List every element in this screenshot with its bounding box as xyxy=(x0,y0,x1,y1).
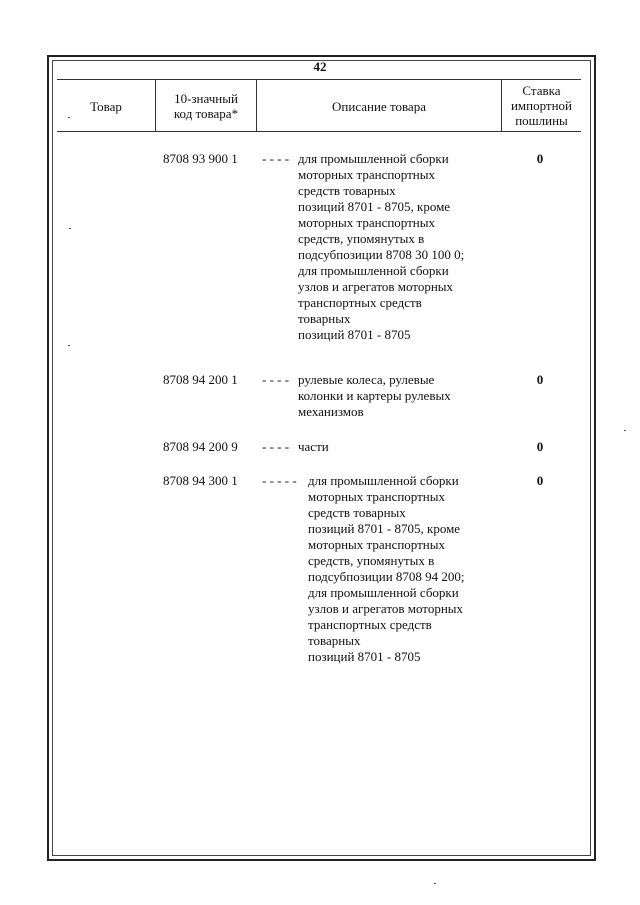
header-top-rule xyxy=(57,79,581,80)
description-line: моторных транспортных xyxy=(308,537,446,552)
level-dashes: - - - - xyxy=(262,372,290,387)
product-code: 8708 94 200 1 xyxy=(163,372,238,387)
product-description xyxy=(308,473,523,665)
description-line: средств, упомянутых в xyxy=(308,553,435,568)
column-header-rate-line: пошлины xyxy=(515,113,568,128)
description-line: транспортных средств xyxy=(308,617,432,632)
description-line: товарных xyxy=(298,311,351,326)
description-line: позиций 8701 - 8705, кроме xyxy=(308,521,461,536)
description-line: средств товарных xyxy=(308,505,406,520)
product-code: 8708 94 200 9 xyxy=(163,439,238,454)
description-line: моторных транспортных xyxy=(298,167,436,182)
import-duty-rate: 0 xyxy=(536,439,544,454)
level-dashes: - - - - xyxy=(262,439,290,454)
column-header-code xyxy=(156,91,256,121)
column-header-code-line: 10-значный xyxy=(174,91,238,106)
description-line: транспортных средств xyxy=(298,295,422,310)
column-header-rate-line: Ставка xyxy=(522,83,561,98)
description-line: позиций 8701 - 8705 xyxy=(308,649,421,664)
column-header-rate xyxy=(502,83,581,128)
description-line: для промышленной сборки xyxy=(298,263,449,278)
product-description xyxy=(298,439,513,455)
description-line: узлов и агрегатов моторных xyxy=(308,601,464,616)
description-line: подсубпозиции 8708 94 200; xyxy=(308,569,465,584)
description-line: для промышленной сборки xyxy=(308,473,459,488)
description-line: позиций 8701 - 8705, кроме xyxy=(298,199,451,214)
description-line: узлов и агрегатов моторных xyxy=(298,279,454,294)
product-description xyxy=(298,372,513,420)
description-line: моторных транспортных xyxy=(298,215,436,230)
scan-speck xyxy=(68,345,70,346)
product-code: 8708 94 300 1 xyxy=(163,473,238,488)
description-line: товарных xyxy=(308,633,361,648)
product-description xyxy=(298,151,513,343)
import-duty-rate: 0 xyxy=(536,151,544,166)
level-dashes: - - - - - xyxy=(262,473,297,488)
scan-speck xyxy=(69,228,71,229)
header-bottom-rule xyxy=(57,131,581,132)
scan-speck xyxy=(68,117,70,118)
import-duty-rate: 0 xyxy=(536,372,544,387)
description-line: для промышленной сборки xyxy=(308,585,459,600)
description-line: части xyxy=(298,439,329,454)
column-header-product: Товар xyxy=(90,99,122,114)
column-header-rate-line: импортной xyxy=(510,98,573,113)
description-line: позиций 8701 - 8705 xyxy=(298,327,411,342)
column-header-description: Описание товара xyxy=(332,99,426,114)
description-line: средств товарных xyxy=(298,183,396,198)
import-duty-rate: 0 xyxy=(536,473,544,488)
description-line: моторных транспортных xyxy=(308,489,446,504)
description-line: для промышленной сборки xyxy=(298,151,449,166)
description-line: подсубпозиции 8708 30 100 0; xyxy=(298,247,465,262)
description-line: колонки и картеры рулевых xyxy=(298,388,451,403)
scan-speck xyxy=(624,430,626,431)
page-number: 42 xyxy=(313,59,327,74)
product-code: 8708 93 900 1 xyxy=(163,151,238,166)
column-header-code-line: код товара* xyxy=(173,106,239,121)
level-dashes: - - - - xyxy=(262,151,290,166)
description-line: средств, упомянутых в xyxy=(298,231,425,246)
description-line: механизмов xyxy=(298,404,364,419)
description-line: рулевые колеса, рулевые xyxy=(298,372,435,387)
scan-speck xyxy=(434,883,436,884)
